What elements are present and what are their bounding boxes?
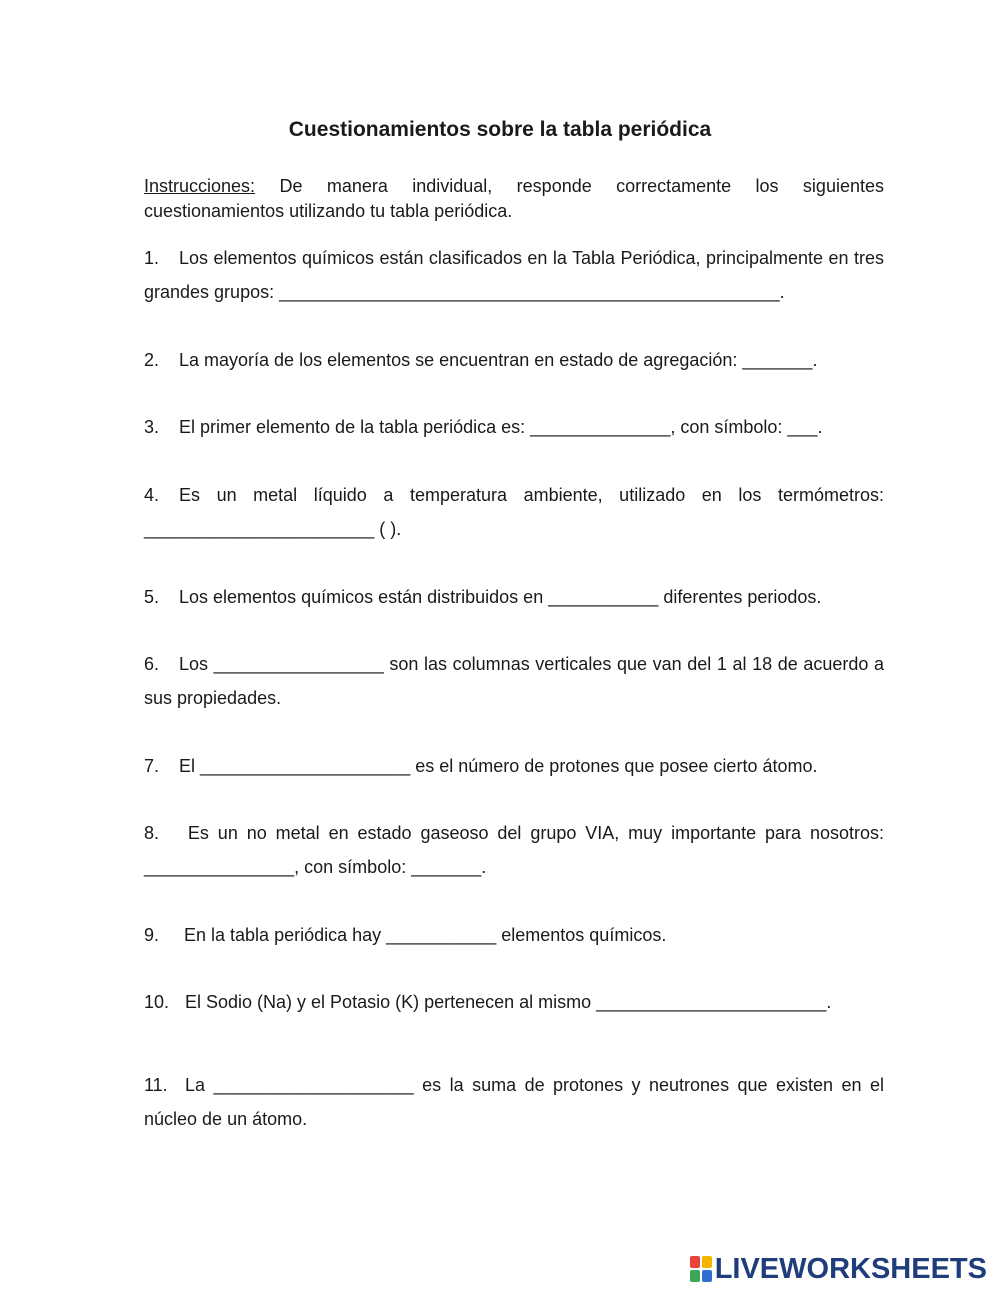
question-text: Es un no metal en estado gaseoso del grupo VIA, muy importante para nosotros: _______________, con símbolo: _______. — [144, 823, 884, 877]
question-number: 1. — [144, 248, 160, 268]
question-number: 7. — [144, 756, 160, 776]
question-number: 5. — [144, 587, 160, 607]
instructions-text: De manera individual, responde correctamente los siguientes cuestionamientos utilizando tu tabla periódica. — [144, 176, 884, 221]
question-number: 9. — [144, 925, 160, 945]
question-text: El primer elemento de la tabla periódica es: ______________, con símbolo: ___. — [179, 417, 823, 437]
question-number: 10. — [144, 992, 170, 1012]
question-3 — [144, 410, 884, 444]
question-number: 8. — [144, 823, 160, 843]
question-10 — [144, 985, 884, 1019]
question-number: 4. — [144, 485, 160, 505]
question-text: Los elementos químicos están clasificados en la Tabla Periódica, principalmente en tres grandes grupos: __________________________________________________. — [144, 248, 884, 302]
question-6 — [144, 647, 884, 715]
question-number: 2. — [144, 350, 160, 370]
page-title: Cuestionamientos sobre la tabla periódica — [288, 118, 712, 141]
question-text: El Sodio (Na) y el Potasio (K) pertenecen al mismo _______________________. — [185, 992, 832, 1012]
brand-footer — [690, 1252, 987, 1286]
brand-wordmark: LIVEWORKSHEETS — [714, 1253, 987, 1285]
instructions — [144, 174, 884, 224]
question-7 — [144, 749, 884, 783]
question-number: 3. — [144, 417, 160, 437]
question-text: Los _________________ son las columnas verticales que van del 1 al 18 de acuerdo a sus propiedades. — [144, 654, 884, 708]
question-text: En la tabla periódica hay ___________ elementos químicos. — [179, 925, 667, 945]
question-number: 6. — [144, 654, 160, 674]
question-1 — [144, 241, 884, 309]
question-5 — [144, 580, 884, 614]
instructions-label: Instrucciones: — [144, 176, 256, 196]
question-9 — [144, 918, 884, 952]
question-text: Es un metal líquido a temperatura ambiente, utilizado en los termómetros: _______________________ ( ). — [144, 485, 884, 539]
question-2 — [144, 343, 884, 377]
question-text: Los elementos químicos están distribuidos en ___________ diferentes periodos. — [179, 587, 822, 607]
question-text: La ____________________ es la suma de protones y neutrones que existen en el núcleo de un átomo. — [144, 1075, 884, 1129]
question-4 — [144, 478, 884, 546]
question-text: El _____________________ es el número de protones que posee cierto átomo. — [179, 756, 818, 776]
question-8 — [144, 816, 884, 884]
question-number: 11. — [144, 1075, 168, 1095]
question-11 — [144, 1068, 884, 1136]
question-text: La mayoría de los elementos se encuentran en estado de agregación: _______. — [179, 350, 818, 370]
liveworksheets-logo-icon — [690, 1256, 712, 1282]
